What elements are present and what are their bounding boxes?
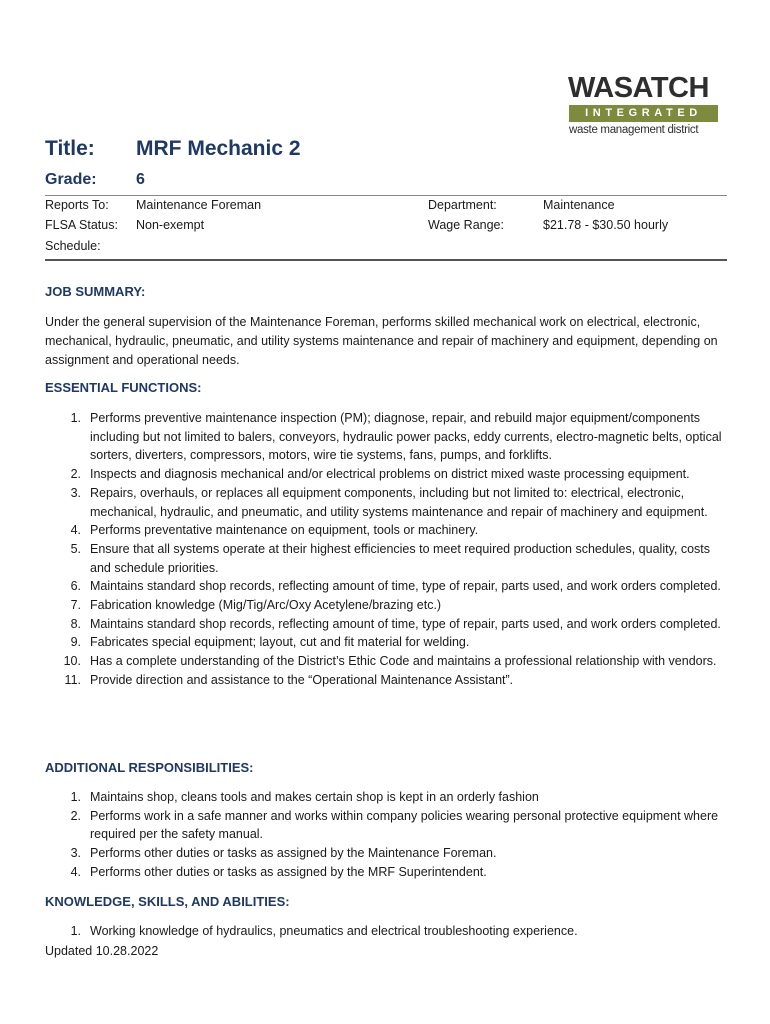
- list-item: 7. Fabrication knowledge (Mig/Tig/Arc/Oxy Acetylene/brazing etc.): [70, 598, 442, 613]
- list-item: 2. Inspects and diagnosis mechanical and/or electrical problems on district mixed waste processing equipment.: [70, 467, 690, 482]
- list-item: 8. Maintains standard shop records, reflecting amount of time, type of repair, parts used, and work orders completed.: [70, 616, 721, 631]
- job-title: MRF Mechanic 2: [136, 137, 301, 160]
- ksa-heading: KNOWLEDGE, SKILLS, AND ABILITIES:: [45, 894, 290, 909]
- grade-label: Grade:: [45, 171, 97, 188]
- wage-range-value: $21.78 - $30.50 hourly: [543, 218, 669, 232]
- wage-range-label: Wage Range:: [428, 218, 504, 232]
- essential-functions-list: [45, 409, 730, 690]
- schedule-label: Schedule:: [45, 239, 101, 253]
- job-summary-text: Under the general supervision of the Maintenance Foreman, performs skilled mechanical work on electrical, electronic, mechanical, hydraulic, pneumatic, and utility systems maintenance and repair of machinery and equipment, depending on assignment and operational needs.: [45, 315, 718, 367]
- list-item: 11. Provide direction and assistance to the “Operational Maintenance Assistant”.: [64, 672, 514, 687]
- additional-responsibilities-list: [45, 788, 730, 882]
- list-item: 10. Has a complete understanding of the District’s Ethic Code and maintains a professional relationship with vendors.: [63, 654, 717, 669]
- list-item: 3. Performs other duties or tasks as assigned by the Maintenance Foreman.: [70, 846, 497, 861]
- department-value: Maintenance: [543, 198, 615, 212]
- logo-wordmark: WASATCH: [568, 72, 709, 104]
- title-label: Title:: [45, 137, 95, 160]
- list-item: 2. Performs work in a safe manner and works within company policies wearing personal protective equipment where required per the safety manual.: [70, 808, 719, 842]
- list-item: 1. Working knowledge of hydraulics, pneumatics and electrical troubleshooting experience.: [70, 924, 578, 938]
- list-item: 9. Fabricates special equipment; layout, cut and fit material for welding.: [70, 635, 470, 650]
- list-item: 6. Maintains standard shop records, reflecting amount of time, type of repair, parts used, and work orders completed.: [70, 579, 721, 594]
- reports-to-value: Maintenance Foreman: [136, 198, 262, 212]
- list-item: 5. Ensure that all systems operate at their highest efficiencies to meet required production schedules, quality, costs and schedule priorities.: [70, 541, 711, 575]
- list-item: 3. Repairs, overhauls, or replaces all equipment components, including but not limited to: electrical, electronic, mechanical, hydraulic, and pneumatic, and utility systems maintenance and repair of machinery and equipment.: [70, 485, 708, 519]
- additional-responsibilities-heading: ADDITIONAL RESPONSIBILITIES:: [45, 760, 254, 775]
- grade-value: 6: [136, 171, 145, 188]
- essential-functions-heading: ESSENTIAL FUNCTIONS:: [45, 380, 202, 395]
- department-label: Department:: [428, 198, 497, 212]
- header-divider: [45, 195, 727, 196]
- flsa-status-value: Non-exempt: [136, 218, 205, 232]
- updated-date: Updated 10.28.2022: [45, 944, 159, 958]
- logo-tagline: waste management district: [569, 124, 699, 136]
- list-item: 1. Performs preventive maintenance inspection (PM); diagnose, repair, and rebuild major equipment/components including but not limited to balers, conveyors, hydraulic power packs, eddy currents, electro-magnetic belts, optical sorters, diverters, compressors, motors, wire tie systems, fans, pumps, and forklifts.: [70, 411, 722, 463]
- list-item: 4. Performs preventative maintenance on equipment, tools or machinery.: [70, 523, 479, 538]
- job-summary-heading: JOB SUMMARY:: [45, 284, 146, 299]
- info-divider: [45, 259, 727, 261]
- wasatch-logo: [568, 74, 720, 140]
- ksa-list: [45, 922, 730, 941]
- list-item: 4. Performs other duties or tasks as assigned by the MRF Superintendent.: [70, 864, 487, 879]
- flsa-status-label: FLSA Status:: [45, 218, 118, 232]
- list-item: 1. Maintains shop, cleans tools and makes certain shop is kept in an orderly fashion: [70, 790, 539, 804]
- reports-to-label: Reports To:: [45, 198, 109, 212]
- logo-banner: INTEGRATED: [569, 105, 718, 122]
